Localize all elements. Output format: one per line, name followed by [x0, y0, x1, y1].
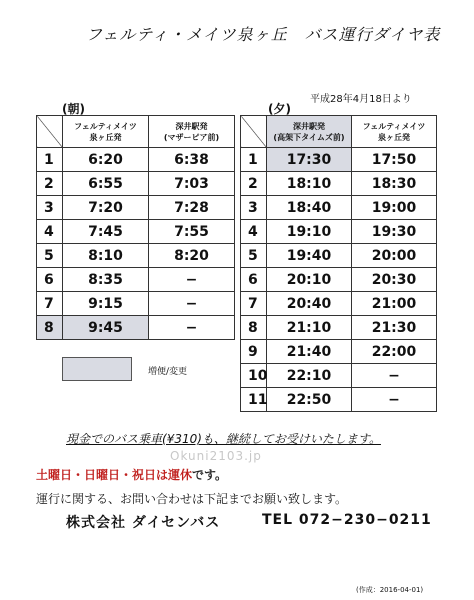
legend-swatch: [62, 357, 132, 381]
holiday-notice: 土曜日・日曜日・祝日は運休です。: [36, 468, 228, 482]
departure-time: 6:55: [63, 172, 149, 196]
timetable-row: [37, 220, 235, 244]
timetable-row: [241, 292, 437, 316]
departure-time: 6:38: [149, 148, 235, 172]
departure-time: 19:40: [267, 244, 352, 268]
timetable-row: [37, 196, 235, 220]
departure-time: 20:30: [352, 268, 437, 292]
phone-number: TEL 072−230−0211: [262, 512, 432, 528]
timetable-row: [37, 172, 235, 196]
departure-time: 22:00: [352, 340, 437, 364]
departure-time: 18:30: [352, 172, 437, 196]
departure-time: −: [352, 388, 437, 412]
morning-header-corner: [37, 116, 63, 148]
departure-time: 21:00: [352, 292, 437, 316]
morning-label: (朝): [62, 102, 85, 116]
departure-time: −: [352, 364, 437, 388]
departure-time: 8:35: [63, 268, 149, 292]
trip-number: 9: [241, 340, 267, 364]
departure-time: 21:30: [352, 316, 437, 340]
timetable-row: [241, 364, 437, 388]
departure-time: 8:20: [149, 244, 235, 268]
timetable-row: [241, 196, 437, 220]
company-name: 株式会社 ダイセンバス: [66, 515, 221, 531]
departure-time: 17:30: [267, 148, 352, 172]
timetable-row: [37, 316, 235, 340]
timetable-row: [241, 148, 437, 172]
timetable-row: [37, 292, 235, 316]
trip-number: 3: [37, 196, 63, 220]
departure-time: −: [149, 268, 235, 292]
morning-timetable: [36, 115, 235, 340]
departure-time: 9:15: [63, 292, 149, 316]
departure-time: 22:50: [267, 388, 352, 412]
trip-number: 3: [241, 196, 267, 220]
trip-number: 7: [241, 292, 267, 316]
timetable-row: [37, 244, 235, 268]
departure-time: 21:40: [267, 340, 352, 364]
trip-number: 4: [241, 220, 267, 244]
contact-notice: 運行に関する、お問い合わせは下記までお願い致します。: [36, 492, 348, 506]
departure-time: 21:10: [267, 316, 352, 340]
departure-time: 7:28: [149, 196, 235, 220]
trip-number: 2: [241, 172, 267, 196]
departure-time: 8:10: [63, 244, 149, 268]
watermark: Okuni2103.jp: [170, 449, 262, 463]
departure-time: 19:30: [352, 220, 437, 244]
departure-time: 18:40: [267, 196, 352, 220]
timetable-row: [241, 172, 437, 196]
departure-time: −: [149, 316, 235, 340]
trip-number: 8: [37, 316, 63, 340]
page-title: フェルティ・メイツ泉ヶ丘 バス運行ダイヤ表: [86, 25, 441, 44]
trip-number: 10: [241, 364, 267, 388]
legend-text: 増便/変更: [148, 367, 188, 377]
evening-header-corner: [241, 116, 267, 148]
trip-number: 1: [241, 148, 267, 172]
departure-time: 18:10: [267, 172, 352, 196]
morning-col2-header: 深井駅発 (マザーピア前): [149, 116, 235, 148]
trip-number: 6: [37, 268, 63, 292]
departure-time: 19:00: [352, 196, 437, 220]
trip-number: 2: [37, 172, 63, 196]
trip-number: 4: [37, 220, 63, 244]
departure-time: 20:10: [267, 268, 352, 292]
trip-number: 11: [241, 388, 267, 412]
departure-time: 20:40: [267, 292, 352, 316]
departure-time: 7:55: [149, 220, 235, 244]
departure-time: 17:50: [352, 148, 437, 172]
departure-time: 9:45: [63, 316, 149, 340]
cash-fare-notice: 現金でのバス乗車(¥310)も、継続してお受けいたします。: [66, 432, 381, 446]
departure-time: 6:20: [63, 148, 149, 172]
departure-time: 22:10: [267, 364, 352, 388]
evening-label: (夕): [268, 102, 291, 116]
timetable-row: [37, 268, 235, 292]
trip-number: 6: [241, 268, 267, 292]
departure-time: 20:00: [352, 244, 437, 268]
morning-col1-header: フェルティメイツ 泉ヶ丘発: [63, 116, 149, 148]
evening-col1-header: 深井駅発 (高架下タイムズ前): [267, 116, 352, 148]
departure-time: 7:45: [63, 220, 149, 244]
timetable-row: [241, 244, 437, 268]
trip-number: 8: [241, 316, 267, 340]
timetable-row: [37, 148, 235, 172]
trip-number: 5: [37, 244, 63, 268]
trip-number: 5: [241, 244, 267, 268]
timetable-row: [241, 268, 437, 292]
created-date: (作成：2016-04-01): [356, 586, 424, 594]
trip-number: 7: [37, 292, 63, 316]
timetable-row: [241, 340, 437, 364]
effective-date: 平成28年4月18日より: [310, 94, 412, 105]
evening-col2-header: フェルティメイツ 泉ヶ丘発: [352, 116, 437, 148]
evening-timetable: [240, 115, 437, 412]
timetable-row: [241, 316, 437, 340]
departure-time: 7:03: [149, 172, 235, 196]
timetable-row: [241, 220, 437, 244]
timetable-row: [241, 388, 437, 412]
departure-time: −: [149, 292, 235, 316]
trip-number: 1: [37, 148, 63, 172]
departure-time: 19:10: [267, 220, 352, 244]
departure-time: 7:20: [63, 196, 149, 220]
